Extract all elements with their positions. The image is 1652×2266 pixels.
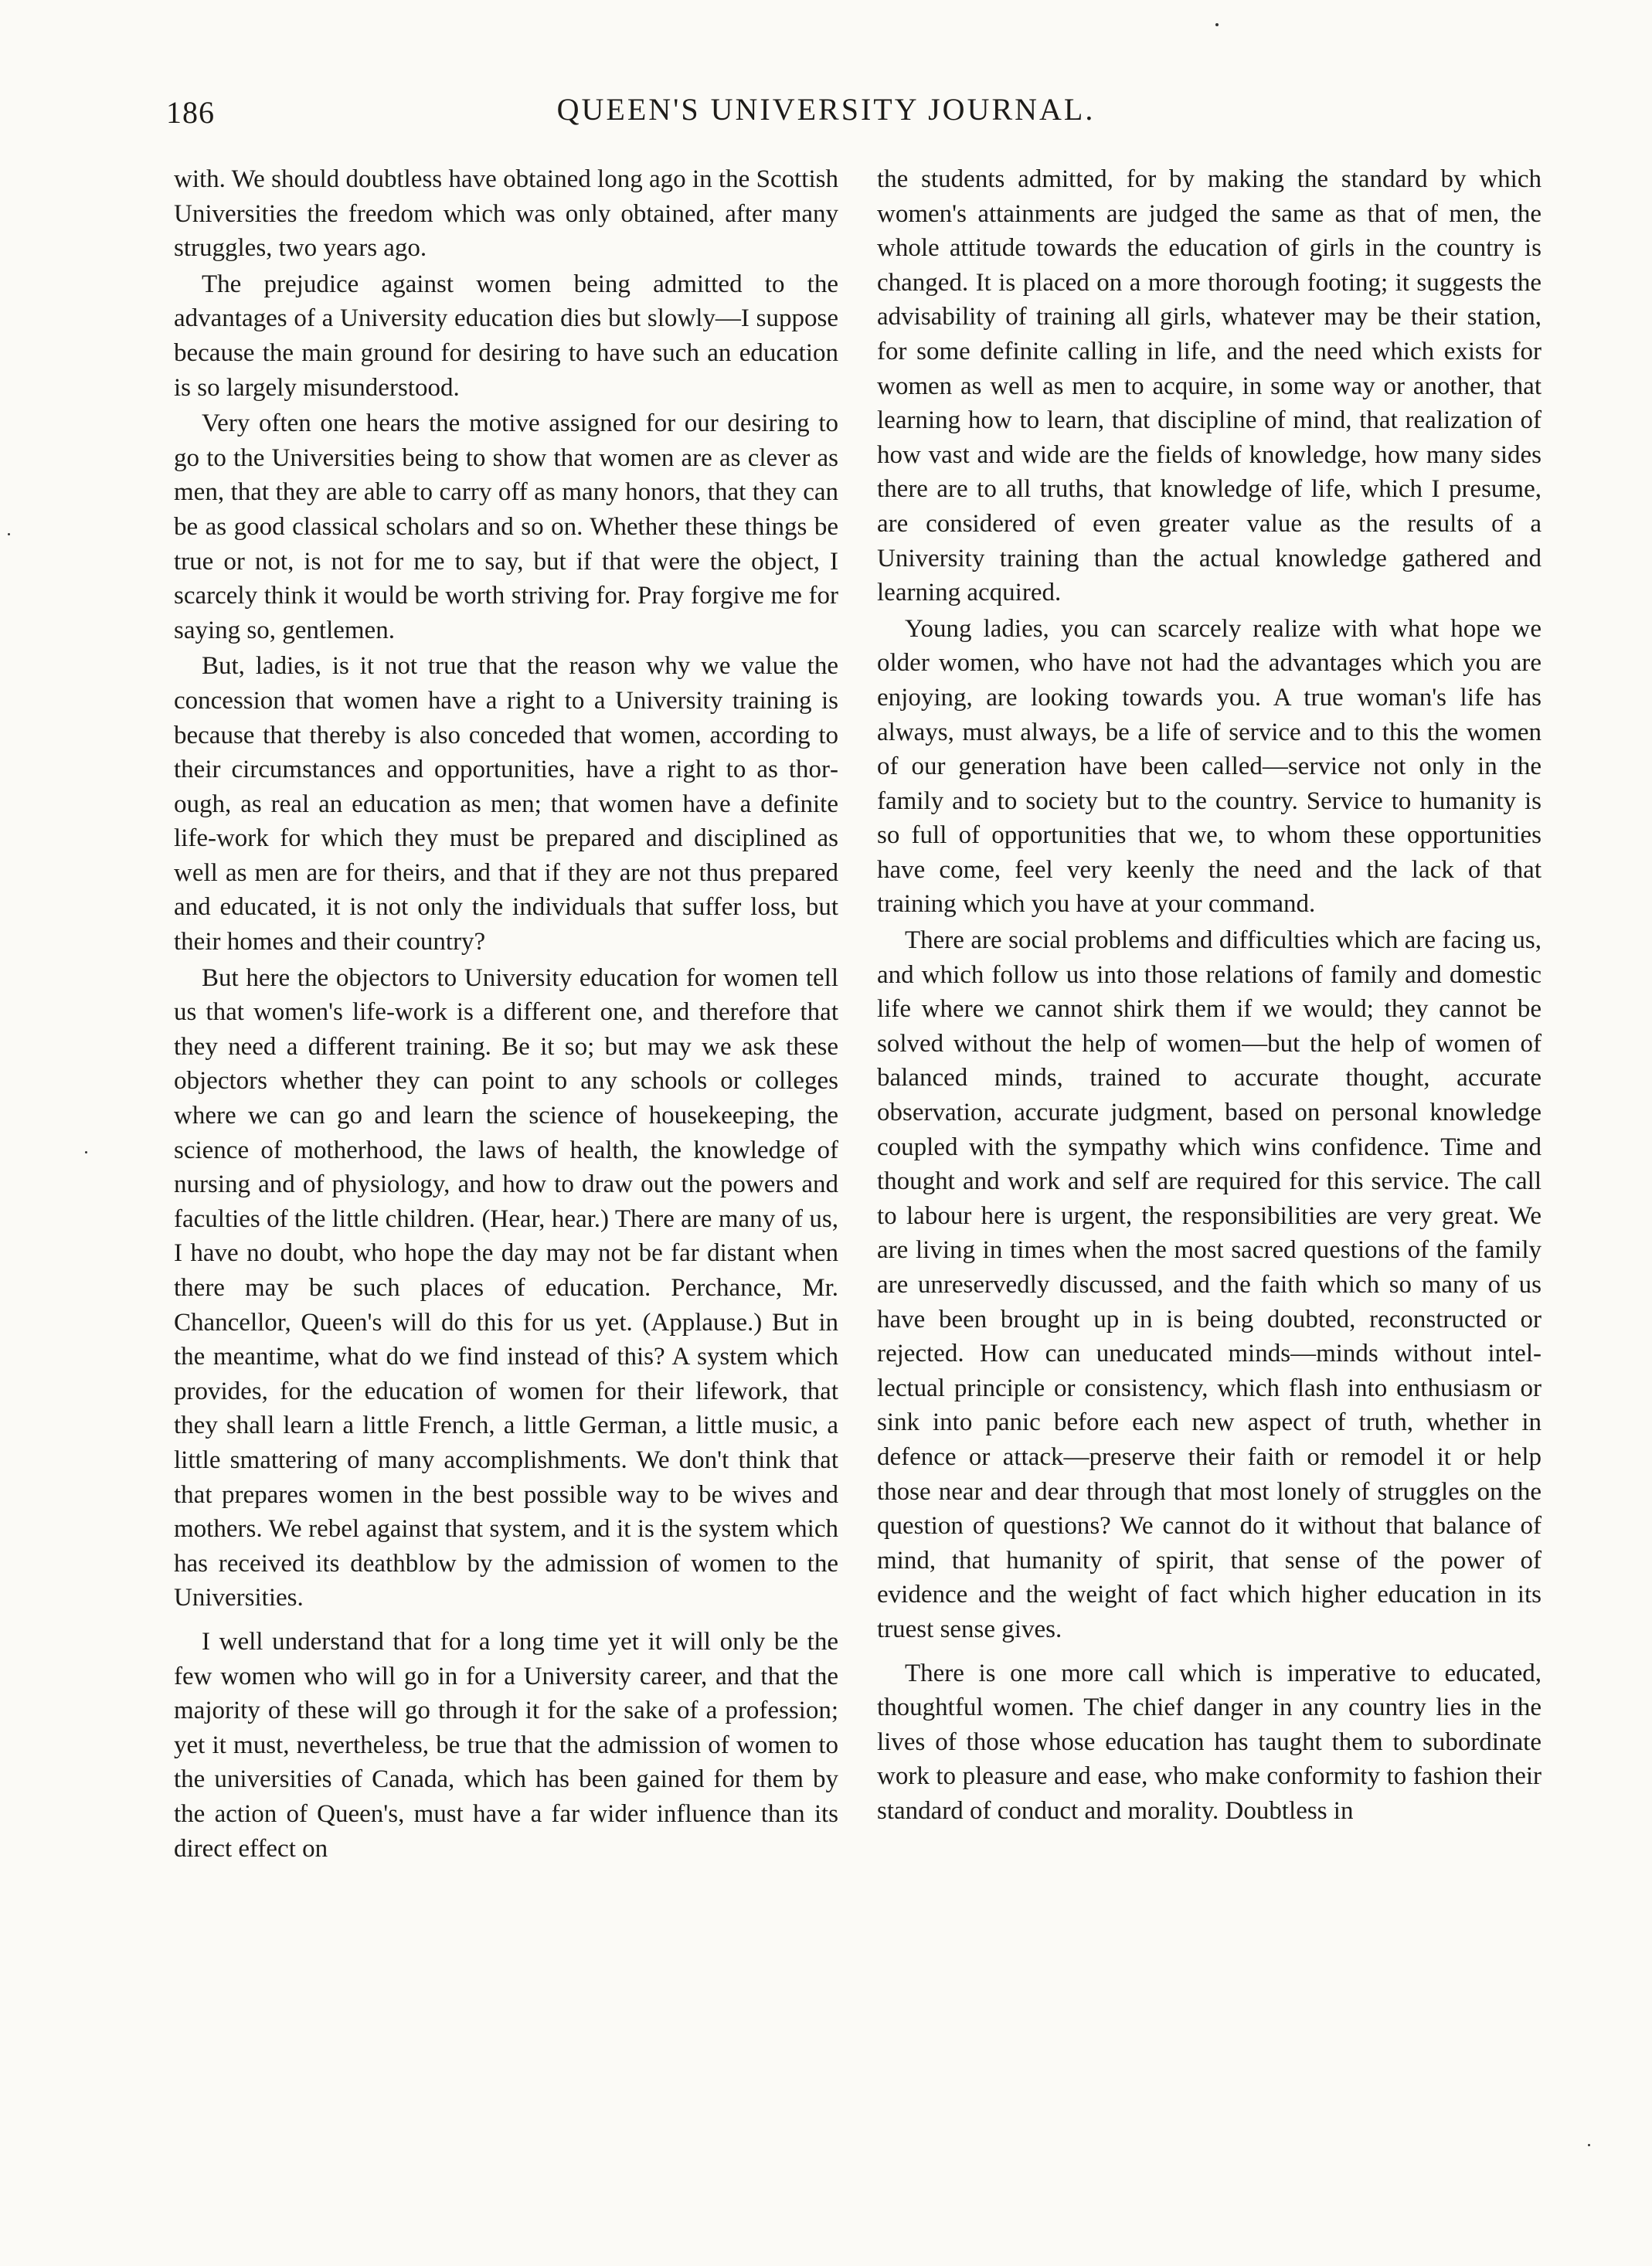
running-title: QUEEN'S UNIVERSITY JOURNAL. bbox=[556, 92, 1096, 127]
paragraph: I well understand that for a long time yet it will only be the few women who will go in for a University career, and that the majority of these will go through it for the sake of a profession; yet it must, nevertheless, be true that the admission of women to the universities of Canada, which has been gained for them by the action of Queen's, must have a far wider influence than its direct effect on bbox=[174, 1627, 838, 1863]
paragraph: But, ladies, is it not true that the reason why we value the concession that women have a right to a University training is because that thereby is also conceded that women, according to their circumstances and opportunities, have a right to as thorough, as real an education as men; that women have a definite life-work for which they must be prepared and disciplined as well as men are for theirs, and that if they are not thus prepared and educated, it is not only the individuals that suffer loss, but their homes and their country? bbox=[174, 652, 838, 956]
paragraph: the students admitted, for by making the standard by which women's attainments are judged the same as that of men, the whole attitude towards the education of girls in the country is changed. It is placed on a more thorough footing; it suggests the advisability of training all girls, whatever may be their station, for some definite calling in life, and the need which exists for women as well as men to acquire, in some way or another, that learning how to learn, that discipline of mind, that realization of how vast and wide are the fields of knowledge, how many sides there are to all truths, that knowledge of life, which I presume, are considered of even greater value as the results of a University training than the actual knowledge gathered and learning acquired. bbox=[877, 165, 1542, 607]
paragraph: Young ladies, you can scarcely realize with what hope we older women, who have not had the advantages which you are enjoying, are looking towards you. A true woman's life has always, must always, be a life of service and to this the women of our generation have been called—service not only in the family and to society but to the country. Service to humanity is so full of opportunities that we, to whom these opportunities have come, feel very keenly the need and the lack of that training which you have at your command. bbox=[877, 614, 1542, 919]
paragraph: with. We should doubtless have obtained long ago in the Scottish Universities the freedom which was only obtained, after many struggles, two years ago. bbox=[174, 165, 838, 263]
paragraph: There are social problems and difficulties which are facing us, and which follow us into those relations of family and domestic life where we cannot shirk them if we would; they cannot be solved without the help of women—but the help of women of balanced minds, trained to accurate thought, accurate observation, accurate judgment, based on personal knowledge coupled with the sympathy which wins confidence. Time and thought and work and self are required for this service. The call to labour here is urgent, the responsibilities are very great. We are living in times when the most sacred questions of the family are unreservedly discussed, and the faith which so many of us have been brought up in is being doubted, reconstructed or rejected. How can uneducated minds—minds without intellectual principle or consistency, which flash into enthusiasm or sink into panic before each new aspect of truth, whether in defence or attack—preserve their faith or remodel it or help those near and dear through that most lonely of struggles on the question of questions? We cannot do it without that balance of mind, that humanity of spirit, that sense of the power of evidence and the weight of fact which higher education in its truest sense gives. bbox=[877, 926, 1542, 1643]
paragraph: The prejudice against women being admitted to the advantages of a University education dies but slowly—I suppose because the main ground for desiring to have such an education is so largely misunderstood. bbox=[174, 270, 838, 402]
paragraph: Very often one hears the motive assigned for our desiring to go to the Universities being to show that women are as clever as men, that they are able to carry off as many honors, that they can be as good classical scholars and so on. Whether these things be true or not, is not for me to say, but if that were the object, I scarcely think it would be worth striving for. Pray forgive me for saying so, gentlemen. bbox=[174, 409, 838, 644]
left-column bbox=[174, 162, 838, 2148]
paragraph: But here the objectors to University education for women tell us that women's life-work is a different one, and therefore that they need a different training. Be it so; but may we ask these objectors whether they can point to any schools or colleges where we can go and learn the science of housekeeping, the science of motherhood, the laws of health, the knowledge of nursing and of physiology, and how to draw out the powers and faculties of the little children. (Hear, hear.) There are many of us, I have no doubt, who hope the day may not be far distant when there may be such places of education. Perchance, Mr. Chancellor, Queen's will do this for us yet. (Applause.) But in the meantime, what do we find instead of this? A system which provides, for the education of women for their lifework, that they shall learn a little French, a little German, a little music, a little smattering of many accomplishments. We don't think that that prepares women in the best possible way to be wives and mothers. We rebel against that system, and it is the system which has received its deathblow by the admission of women to the Universities. bbox=[174, 963, 838, 1612]
print-speck bbox=[1215, 23, 1219, 26]
print-speck bbox=[85, 1151, 87, 1153]
paragraph: There is one more call which is imperative to educated, thoughtful women. The chief danger in any country lies in the lives of those whose education has taught them to subordinate work to pleasure and ease, who make conformity to fashion their standard of conduct and morality. Doubtless in bbox=[877, 1659, 1542, 1825]
print-speck bbox=[1588, 2144, 1590, 2146]
right-column bbox=[877, 162, 1542, 2148]
page-number: 186 bbox=[166, 95, 215, 130]
print-speck bbox=[8, 533, 10, 535]
